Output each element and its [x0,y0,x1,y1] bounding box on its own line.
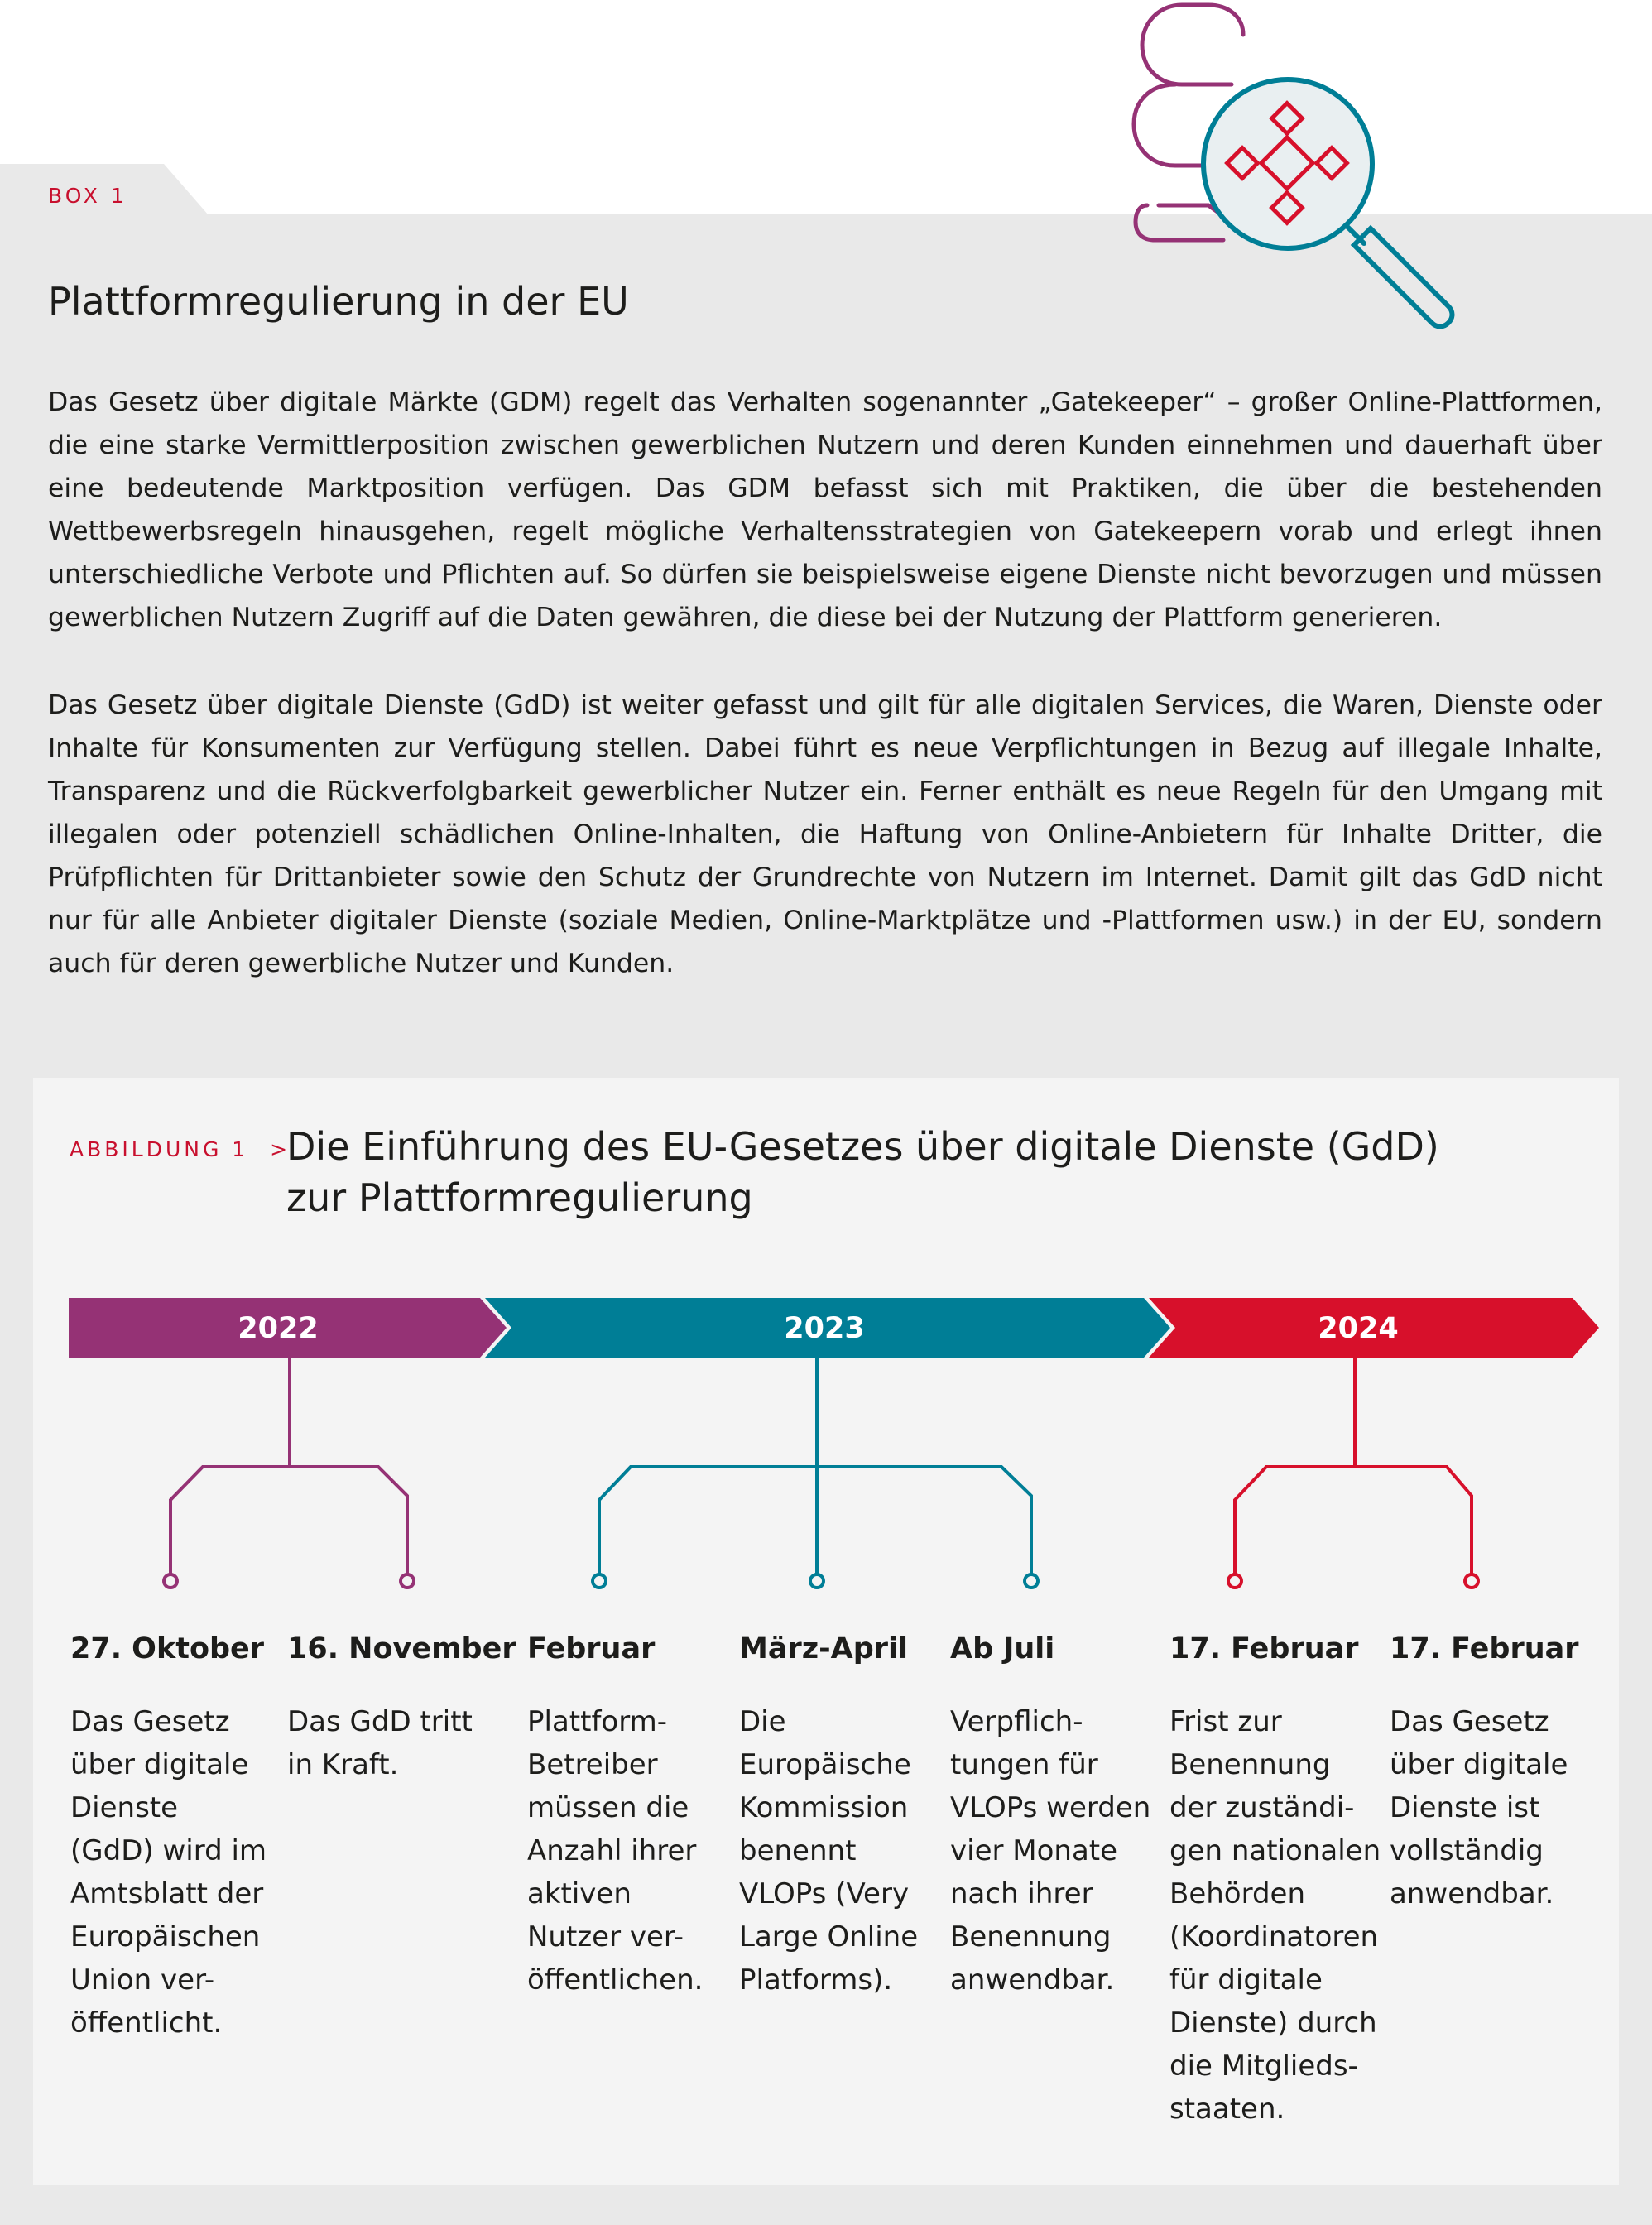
event-date: März-April [739,1632,909,1665]
year-label-2024: 2024 [1318,1312,1399,1345]
year-label-2022: 2022 [238,1312,319,1345]
paragraph-gdm: Das Gesetz über digitale Märkte (GDM) regelt das Verhalten sogenannter „Gatekeeper“ – großer Online-Plattformen, die eine starke Vermittlerposition zwischen gewerblichen Nutzern und deren Kunden einnehmen und dauerhaft über eine bedeutende Marktposition verfügen. Das GDM befasst sich mit Praktiken, die über die bestehenden Wettbewerbsregeln hinausgehen, regelt mögliche Verhaltensstrategien von Gatekeepern vorab und erlegt ihnen unterschiedliche Verbote und Pflichten auf. So dürfen sie beispielsweise eigene Dienste nicht bevorzugen und müssen gewerblichen Nutzern Zugriff auf die Daten gewähren, die diese bei der Nutzung der Plattform generieren. [48,387,1602,632]
event-27-oktober [70,1627,277,2045]
chevron-right-icon: > [270,1137,288,1161]
event-text: Das Gesetz über digitale Dienste ist vollständig anwendbar. [1390,1705,1568,1910]
event-16-november [287,1627,516,1786]
figure-title: Die Einführung des EU-Gesetzes über digitale Dienste (GdD) zur Plattformregulierung [286,1124,1439,1220]
event-maerz-april [739,1627,946,2002]
event-date: Ab Juli [950,1632,1055,1665]
connector-2024 [1228,1358,1478,1588]
event-text: Verpflich- tungen für VLOPs werden vier Monate nach ihrer Benennung anwendbar. [950,1705,1151,1997]
paragraph-gdd: Das Gesetz über digitale Dienste (GdD) ist weiter gefasst und gilt für alle digitalen Services, die Waren, Dienste oder Inhalte für Konsumenten zur Verfügung stellen. Dabei führt es neue Verpflichtungen in Bezug auf illegale Inhalte, Transparenz und die Rückverfolgbarkeit gewerblicher Nutzer ein. Ferner enthält es neue Regeln für den Umgang mit illegalen oder potenziell schädlichen Online-Inhalten, die Haftung von Online-Anbietern für Inhalte Dritter, die Prüfpflichten für Drittanbieter sowie den Schutz der Grundrechte von Nutzern im Internet. Damit gilt das GdD nicht nur für alle Anbieter digitaler Dienste (soziale Medien, Online-Marktplätze und -Plattformen usw.) in der EU, sondern auch für deren gewerbliche Nutzer und Kunden. [48,690,1602,978]
year-label-2023: 2023 [784,1312,865,1345]
event-text: Das GdD tritt in Kraft. [287,1705,473,1781]
event-date: 16. November [287,1632,516,1665]
figure-panel [33,1078,1619,2185]
box-label: BOX 1 [48,184,127,208]
event-date: 17. Februar [1169,1632,1359,1665]
event-17-februar-anwendbar [1390,1627,1597,1915]
paragraph-magnifier-icon [1093,0,1457,339]
event-text: Das Gesetz über digitale Dienste (GdD) wird im Amtsblatt der Europäischen Union ver- öffentlicht. [70,1705,267,2040]
connector-2022 [164,1358,414,1588]
event-date: Februar [527,1632,656,1665]
event-17-februar-frist [1169,1627,1386,2131]
event-text: Frist zur Benennung der zuständi- gen nationalen Behörden (Koordinatoren für digitale Dienste) durch die Mitglieds- staaten. [1169,1705,1381,2126]
event-text: Die Europäische Kommission benennt VLOPs (Very Large Online Platforms). [739,1705,919,1997]
connector-2023 [593,1358,1038,1588]
box-title: Plattformregulierung in der EU [48,279,629,324]
event-date: 27. Oktober [70,1632,265,1665]
figure-label-text: ABBILDUNG 1 [70,1137,249,1161]
event-date: 17. Februar [1390,1632,1579,1665]
event-text: Plattform- Betreiber müssen die Anzahl ihrer aktiven Nutzer ver- öffentlichen. [527,1705,704,1997]
event-februar [527,1627,734,2002]
event-ab-juli [950,1627,1157,2002]
